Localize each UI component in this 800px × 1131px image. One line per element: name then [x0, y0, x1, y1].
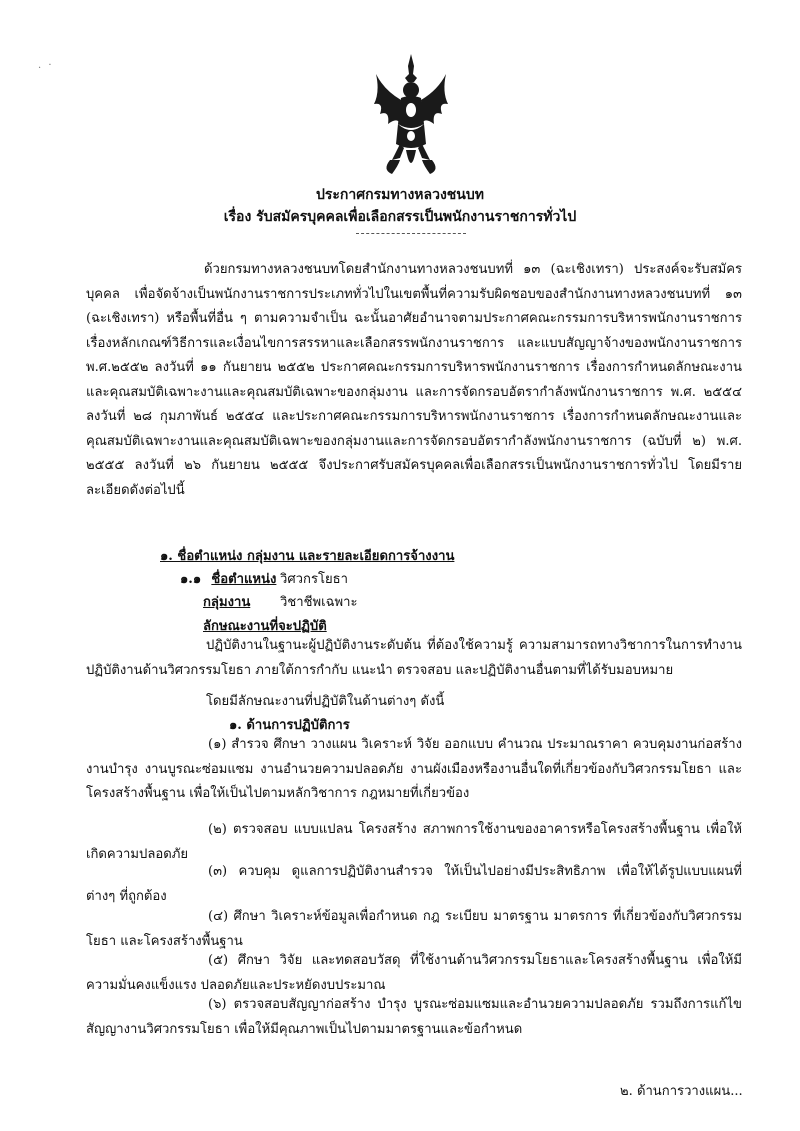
- duty-item-5: (๕) ศึกษา วิจัย และทดสอบวัสดุ ที่ใช้งานด้านวิศวกรรมโยธาและโครงสร้างพื้นฐาน เพื่อให้มีความมั่นคงแข็งแรง ปลอดภัยและประหยัดงบประมาณ: [86, 953, 742, 993]
- duty-paragraph: ปฏิบัติงานในฐานะผู้ปฏิบัติงานระดับต้น ที่ต้องใช้ความรู้ ความสามารถทางวิชาการในการทำงาน ปฏิบัติงานด้านวิศวกรรมโยธา ภายใต้การกำกับ แนะนำ ตรวจสอบ และปฏิบัติงานอื่นตามที่ได้รับมอบหมาย: [86, 638, 742, 678]
- position-row: ๑.๑ ชื่อตำแหน่ง วิศวกรโยธา: [180, 568, 276, 589]
- announcement-title: ประกาศกรมทางหลวงชนบท: [316, 187, 484, 203]
- section-heading: ๑. ชื่อตำแหน่ง กลุ่มงาน และรายละเอียดการจ้างงาน: [160, 549, 455, 564]
- title-divider: [356, 233, 466, 234]
- group-value: วิชาชีพเฉพาะ: [280, 595, 358, 610]
- duty-item-1: (๑) สำรวจ ศึกษา วางแผน วิเคราะห์ วิจัย ออกแบบ คำนวณ ประมาณราคา ควบคุมงานก่อสร้าง งานบำรุง งานบูรณะซ่อมแซม งานอำนวยความปลอดภัย งานผังเมืองหรืองานอื่นใดที่เกี่ยวข้องกับวิศวกรรมโยธา และโครงสร้างพื้นฐาน เพื่อให้เป็นไปตามหลักวิชาการ กฎหมายที่เกี่ยวข้อง: [86, 737, 742, 801]
- duty-item-2: (๒) ตรวจสอบ แบบแปลน โครงสร้าง สภาพการใช้งานของอาคารหรือโครงสร้างพื้นฐาน เพื่อให้เกิดความปลอดภัย: [86, 822, 742, 862]
- announcement-subject: เรื่อง รับสมัครบุคคลเพื่อเลือกสรรเป็นพนักงานราชการทั่วไป: [223, 209, 577, 225]
- duty-item-4: (๔) ศึกษา วิเคราะห์ข้อมูลเพื่อกำหนด กฎ ระเบียบ มาตรฐาน มาตรการ ที่เกี่ยวข้องกับวิศวกรรมโยธา และโครงสร้างพื้นฐาน: [86, 909, 742, 949]
- duty-intro: โดยมีลักษณะงานที่ปฏิบัติในด้านต่างๆ ดังนี้: [206, 694, 445, 709]
- duty-item-6: (๖) ตรวจสอบสัญญาก่อสร้าง บำรุง บูรณะซ่อมแซมและอำนวยความปลอดภัย รวมถึงการแก้ไขสัญญางานวิศวกรรมโยธา เพื่อให้มีคุณภาพเป็นไปตามมาตรฐานและข้อกำหนด: [86, 997, 742, 1037]
- group-row: [203, 591, 358, 612]
- operations-heading: ๑. ด้านการปฏิบัติการ: [229, 718, 350, 733]
- duty-heading: ลักษณะงานที่จะปฏิบัติ: [203, 619, 327, 634]
- continuation-marker: ๒. ด้านการวางแผน...: [620, 1084, 743, 1099]
- scan-specks: . ·: [38, 60, 54, 71]
- position-label: ชื่อตำแหน่ง: [211, 572, 277, 587]
- position-value: วิศวกรโยธา: [280, 572, 349, 587]
- duty-item-3: (๓) ควบคุม ดูแลการปฏิบัติงานสำรวจ ให้เป็นไปอย่างมีประสิทธิภาพ เพื่อให้ได้รูปแบบแผนที่ต่างๆ ที่ถูกต้อง: [86, 864, 742, 904]
- group-label: กลุ่มงาน: [203, 595, 251, 610]
- garuda-emblem-icon: [370, 52, 452, 178]
- intro-paragraph: ด้วยกรมทางหลวงชนบทโดยสำนักงานทางหลวงชนบทที่ ๑๓ (ฉะเชิงเทรา) ประสงค์จะรับสมัครบุคคล เพื่อจัดจ้างเป็นพนักงานราชการประเภททั่วไปในเขตพื้นที่ความรับผิดชอบของสำนักงานทางหลวงชนบทที่ ๑๓ (ฉะเชิงเทรา) หรือพื้นที่อื่น ๆ ตามความจำเป็น ฉะนั้นอาศัยอำนาจตามประกาศคณะกรรมการบริหารพนักงานราชการ เรื่องหลักเกณฑ์วิธีการและเงื่อนไขการสรรหาและเลือกสรรพนักงานราชการ และแบบสัญญาจ้างของพนักงานราชการ พ.ศ.๒๕๕๒ ลงวันที่ ๑๑ กันยายน ๒๕๕๒ ประกาศคณะกรรมการบริหารพนักงานราชการ เรื่องการกำหนดลักษณะงานและคุณสมบัติเฉพาะงานและคุณสมบัติเฉพาะของกลุ่มงาน และการจัดกรอบอัตรากำลังพนักงานราชการ พ.ศ. ๒๕๕๔ ลงวันที่ ๒๘ กุมภาพันธ์ ๒๕๕๔ และประกาศคณะกรรมการบริหารพนักงานราชการ เรื่องการกำหนดลักษณะงานและคุณสมบัติเฉพาะงานและคุณสมบัติเฉพาะของกลุ่มงานและการจัดกรอบอัตรากำลังพนักงานราชการ (ฉบับที่ ๒) พ.ศ. ๒๕๕๕ ลงวันที่ ๒๖ กันยายน ๒๕๕๕ จึงประกาศรับสมัครบุคคลเพื่อเลือกสรรเป็นพนักงานราชการทั่วไป โดยมีรายละเอียดดังต่อไปนี้: [86, 262, 742, 498]
